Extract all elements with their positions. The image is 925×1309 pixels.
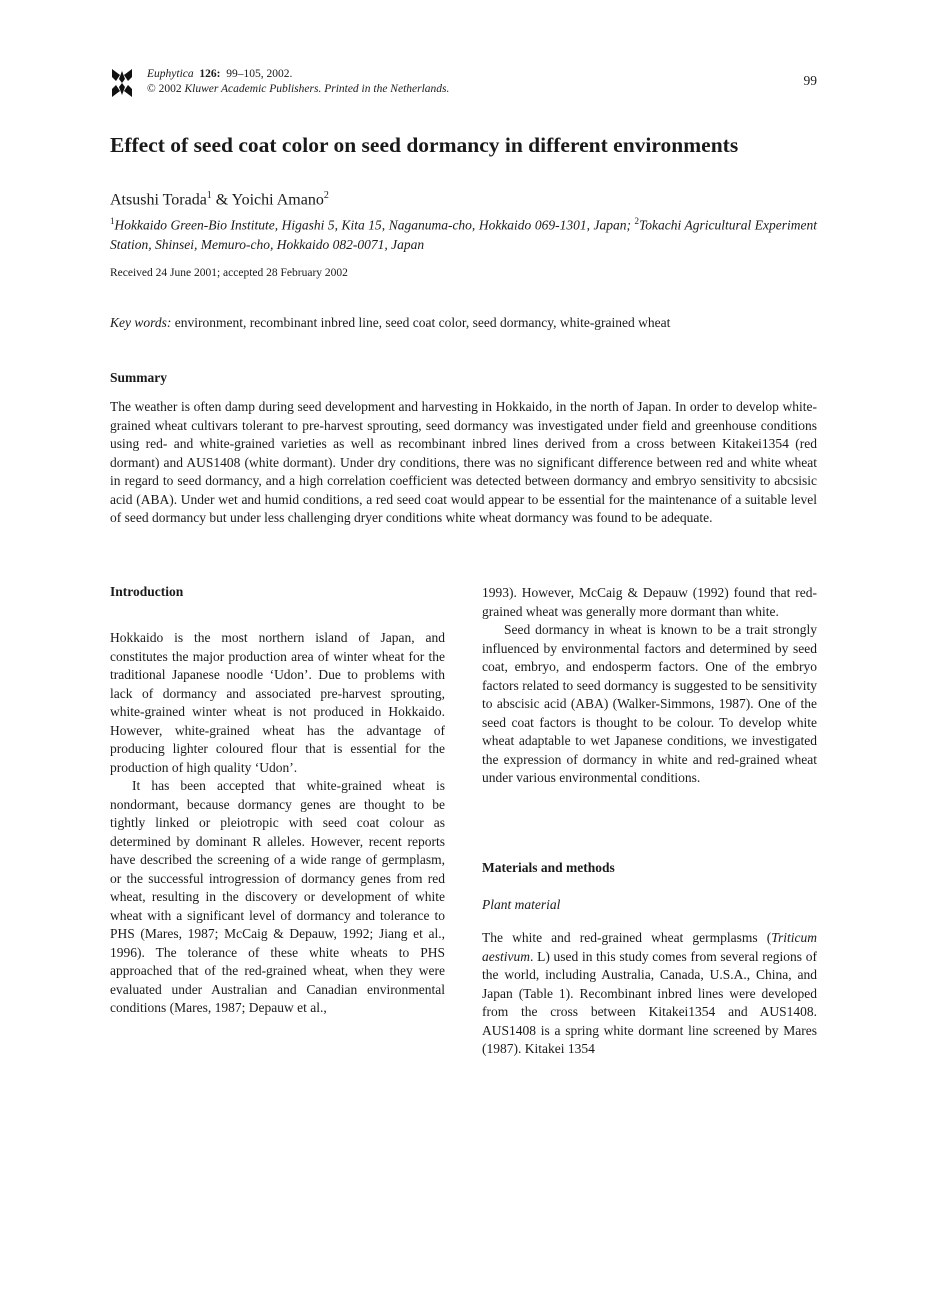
species-name: Triticum aestivum xyxy=(482,930,817,964)
affiliation-1: Hokkaido Green-Bio Institute, Higashi 5, Kita 15, Naganuma-cho, Hokkaido 069-1301, Japan; xyxy=(114,217,635,233)
journal-pages: 99–105, 2002. xyxy=(226,68,293,80)
authors: Atsushi Torada$^1$ & Yoichi Amano$^2$ xyxy=(110,190,329,209)
journal-volume: 126: xyxy=(199,68,221,80)
author-2: Yoichi Amano xyxy=(231,191,324,209)
received-dates: Received 24 June 2001; accepted 28 February 2002 xyxy=(110,267,348,279)
keywords xyxy=(110,315,670,331)
intro-paragraph-3: Seed dormancy in wheat is known to be a trait strongly influenced by environmental factors and determined by seed coat, embryo, and endosperm factors. One of the embryo factors related to seed dormancy is suggested to be sensitivity to abscisic acid (ABA) (Walker-Simmons, 1987). One of the seed coat factors is thought to be colour. To develop white wheat adaptable to wet Japanese conditions, we investigated the expression of dormancy in white and red-grained wheat under various environmental conditions. xyxy=(482,622,817,785)
intro-paragraph-2: It has been accepted that white-grained wheat is nondormant, because dormancy genes are thought to be tightly linked or pleiotropic with seed coat colour as determined by dominant R alleles. However, recent reports have described the screening of a wide range of germplasm, or the successful introgression of dormancy genes from red wheat, resulting in the discovery or development of white wheat with a significant level of dormancy and tolerance to PHS (Mares, 1987; McCaig & Depauw, 1992; Jiang et al., 1996). The tolerance of these white wheats to PHS approached that of the red-grained wheat, when they were evaluated under Australian and Canadian environmental conditions (Mares, 1987; Depauw et al., xyxy=(110,778,445,1015)
publisher-logo-icon xyxy=(110,67,134,99)
author-1: Atsushi Torada xyxy=(110,191,207,209)
publisher: Kluwer Academic Publishers. Printed in the Netherlands. xyxy=(184,83,450,95)
right-column-top xyxy=(482,584,817,788)
plant-material-subheading: Plant material xyxy=(482,897,561,912)
page-number: 99 xyxy=(803,73,817,88)
left-column xyxy=(110,629,445,1018)
affiliations: $^1$Hokkaido Green-Bio Institute, Higashi 5, Kita 15, Naganuma-cho, Hokkaido 069-1301, Japan; $^2$Tokachi Agricultural Experiment Station, Shinsei, Memuro-cho, Hokkaido 082-0071, Japan xyxy=(110,216,817,252)
keywords-label: Key words: xyxy=(110,315,172,330)
journal-citation xyxy=(147,67,449,97)
summary-text: The weather is often damp during seed development and harvesting in Hokkaido, in the north of Japan. In order to develop white-grained wheat cultivars tolerant to pre-harvest sprouting, seed dormancy was investigated under field and greenhouse conditions using red- and white-grained varieties as well as recombinant inbred lines derived from a cross between Kitakei1354 (red dormant) and AUS1408 (white dormant). Under dry conditions, there was no significant difference between red and white wheat in regard to seed dormancy, and a high correlation coefficient was detected between dormancy and embryo sensitivity to abcsisic acid (ABA). Under wet and humid conditions, a red seed coat would appear to be essential for the maintenance of a suitable level of seed dormancy but under less challenging dryer conditions white wheat dormancy was found to be adequate. xyxy=(110,399,817,525)
summary-heading: Summary xyxy=(110,370,167,385)
plant-material-text: The white and red-grained wheat germplasms (Triticum aestivum. L) used in this study comes from several regions of the world, including Australia, Canada, U.S.A., China, and Japan (Table 1). Recombinant inbred lines were developed from the cross between Kitakei1354 and AUS1408. AUS1408 is a spring white dormant line screened by Mares (1987). Kitakei 1354 xyxy=(482,930,817,1056)
journal-name: Euphytica xyxy=(147,68,194,80)
intro-paragraph-1: Hokkaido is the most northern island of Japan, and constitutes the major production area of winter wheat for the traditional Japanese noodle ‘Udon’. Due to problems with lack of dormancy and associated pre-harvest sprouting, white-grained winter wheat is not produced in Hokkaido. However, white-grained wheat has the advantage of producing lighter coloured flour that is essential for the production of high quality ‘Udon’. xyxy=(110,630,445,775)
keywords-list: environment, recombinant inbred line, seed coat color, seed dormancy, white-grained wheat xyxy=(171,315,671,330)
methods-heading: Materials and methods xyxy=(482,860,615,875)
intro-paragraph-2-continued: 1993). However, McCaig & Depauw (1992) found that red-grained wheat was generally more dormant than white. xyxy=(482,585,817,619)
article-title: Effect of seed coat color on seed dormancy in different environments xyxy=(110,133,739,157)
affiliation-2: Tokachi Agricultural Experiment Station, Shinsei, Memuro-cho, Hokkaido 082-0071, Japan xyxy=(110,217,817,252)
copyright: © 2002 xyxy=(147,83,182,95)
introduction-heading: Introduction xyxy=(110,584,184,599)
